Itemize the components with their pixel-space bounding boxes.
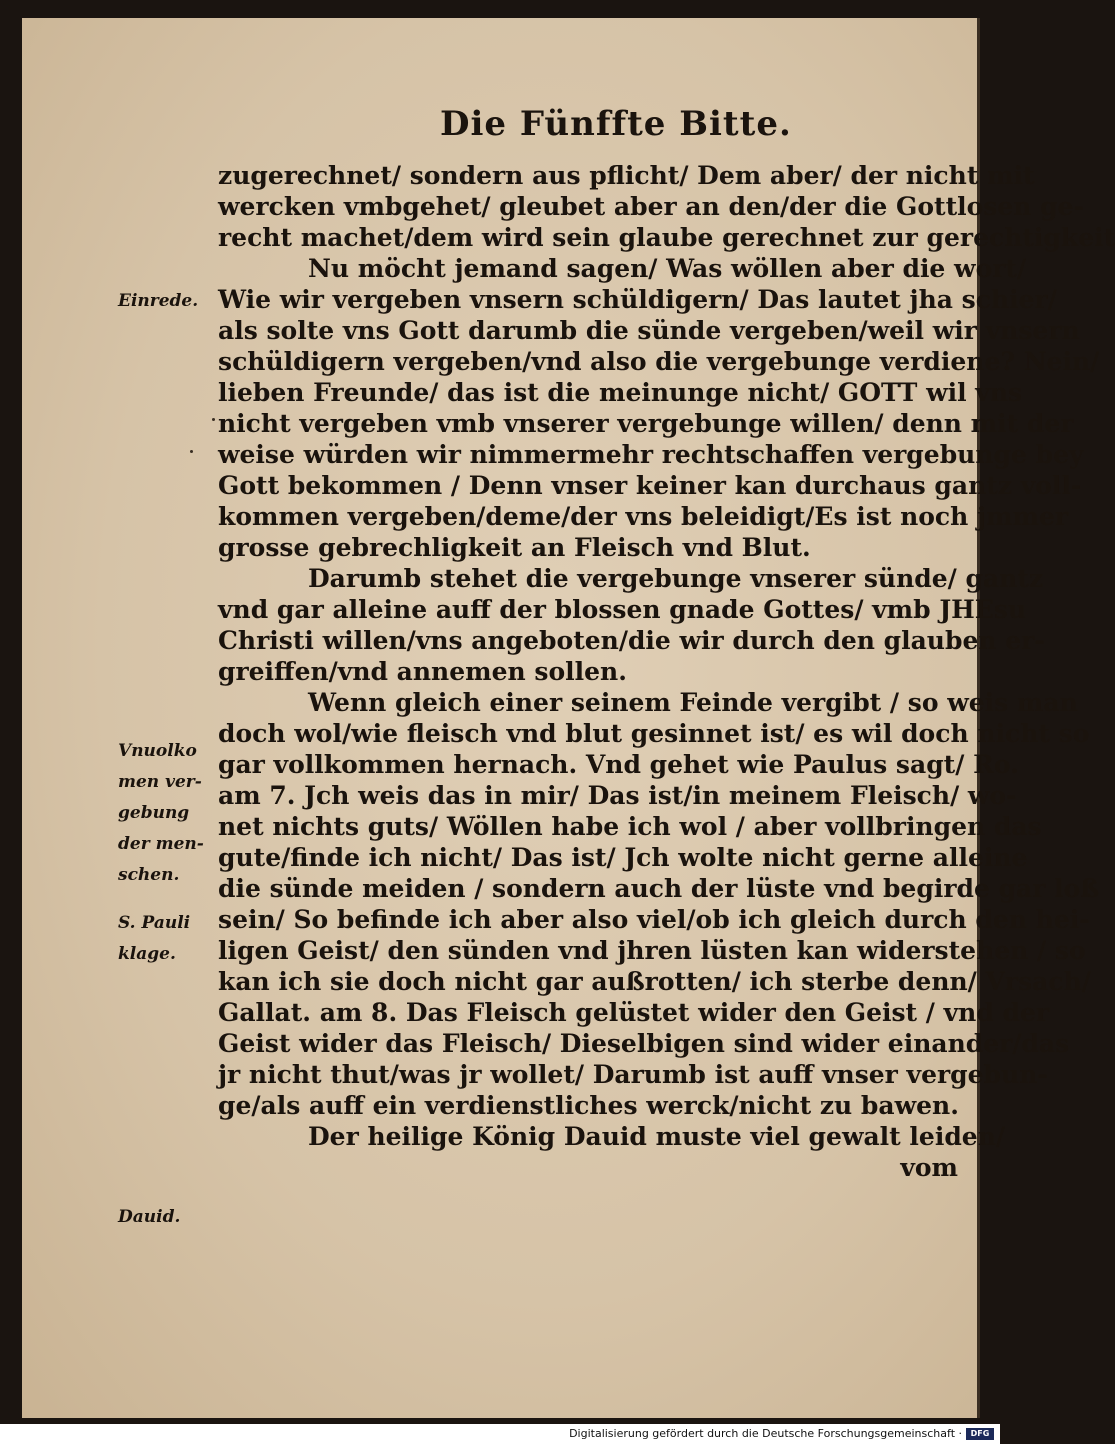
text-line: zugerechnet/ sondern aus pflicht/ Dem aber/ der nicht mit: [218, 161, 1035, 190]
text-line: net nichts guts/ Wöllen habe ich wol / aber vollbringen das: [218, 812, 1042, 841]
text-line: schüldigern vergeben/vnd also die vergebunge verdiene? Nein/: [218, 347, 1100, 376]
text-line: Wie wir vergeben vnsern schüldigern/ Das lautet jha schier/: [218, 285, 1057, 314]
margin-note-line: klage.: [118, 944, 176, 964]
text-line: sein/ So befinde ich aber also viel/ob ich gleich durch den hei-: [218, 905, 1090, 934]
text-line: Nu möcht jemand sagen/ Was wöllen aber die wort/: [308, 254, 1027, 283]
running-head: Die Fünffte Bitte.: [440, 104, 792, 144]
margin-note-line: schen.: [118, 865, 180, 885]
body-text: [218, 160, 1115, 1183]
text-line: doch wol/wie fleisch vnd blut gesinnet ist/ es wil doch nicht so: [218, 719, 1090, 748]
margin-mark: [190, 450, 193, 453]
text-line: kommen vergeben/deme/der vns beleidigt/Es ist noch jmmer: [218, 502, 1069, 531]
text-line: gute/finde ich nicht/ Das ist/ Jch wolte nicht gerne alleine: [218, 843, 1028, 872]
text-line: wercken vmbgehet/ gleubet aber an den/der die Gottlosen ge-: [218, 192, 1084, 221]
margin-note-line: S. Pauli: [118, 913, 191, 933]
margin-note-line: der men-: [118, 834, 204, 854]
margin-note-dauid: Dauid.: [118, 1207, 181, 1227]
text-line: vnd gar alleine auff der blossen gnade Gottes/ vmb JHEsu: [218, 595, 1027, 624]
text-line: Gott bekommen / Denn vnser keiner kan durchaus gantz voll-: [218, 471, 1082, 500]
text-line: grosse gebrechligkeit an Fleisch vnd Blut.: [218, 533, 811, 562]
text-line: als solte vns Gott darumb die sünde vergeben/weil wir vnsern: [218, 316, 1080, 345]
margin-note-line: men ver-: [118, 772, 202, 792]
text-line: Darumb stehet die vergebunge vnserer sünde/ gantz: [308, 564, 1044, 593]
text-line: Geist wider das Fleisch/ Dieselbigen sind wider einander/das: [218, 1029, 1070, 1058]
text-line: Gallat. am 8. Das Fleisch gelüstet wider den Geist / vnd der: [218, 998, 1050, 1027]
footer-credit: Digitalisierung gefördert durch die Deutsche Forschungsgemeinschaft ·: [569, 1427, 962, 1440]
text-line: am 7. Jch weis das in mir/ Das ist/in meinem Fleisch/ wo-: [218, 781, 1017, 810]
digitization-footer: [0, 1424, 1000, 1444]
text-line: recht machet/dem wird sein glaube gerechnet zur gerechtigkeit: [218, 223, 1115, 252]
text-line: nicht vergeben vmb vnserer vergebunge willen/ denn mit der: [218, 409, 1074, 438]
text-line: gar vollkommen hernach. Vnd gehet wie Paulus sagt/ Ro.: [218, 750, 1019, 779]
margin-note-line: gebung: [118, 803, 190, 823]
margin-mark: [212, 418, 215, 421]
text-line: Der heilige König Dauid muste viel gewalt leiden/: [308, 1122, 1006, 1151]
text-line: ligen Geist/ den sünden vnd jhren lüsten kan widerstehen / so: [218, 936, 1086, 965]
margin-note-pauli: [118, 908, 228, 970]
text-line: ge/als auff ein verdienstliches werck/nicht zu bawen.: [218, 1091, 959, 1120]
text-line: greiffen/vnd annemen sollen.: [218, 657, 627, 686]
catchword: vom: [900, 1153, 958, 1182]
margin-note-einrede: Einrede.: [118, 291, 199, 311]
margin-note-vnuolkomen: [118, 736, 228, 891]
dfg-logo-icon: DFG: [966, 1428, 994, 1440]
text-line: Christi willen/vns angeboten/die wir durch den glauben er-: [218, 626, 1045, 655]
text-line: weise würden wir nimmermehr rechtschaffen vergebunge bey: [218, 440, 1084, 469]
text-line: Wenn gleich einer seinem Feinde vergibt / so weis man: [308, 688, 1078, 717]
text-line: kan ich sie doch nicht gar außrotten/ ich sterbe denn/ Vrsach/: [218, 967, 1091, 996]
book-page: [22, 18, 1115, 1418]
margin-note-line: Vnuolko: [118, 741, 197, 761]
text-line: lieben Freunde/ das ist die meinunge nicht/ GOTT wil vns: [218, 378, 1023, 407]
text-line: die sünde meiden / sondern auch der lüste vnd begirde gar loß: [218, 874, 1100, 903]
text-line: jr nicht thut/was jr wollet/ Darumb ist auff vnser vergebun-: [218, 1060, 1048, 1089]
